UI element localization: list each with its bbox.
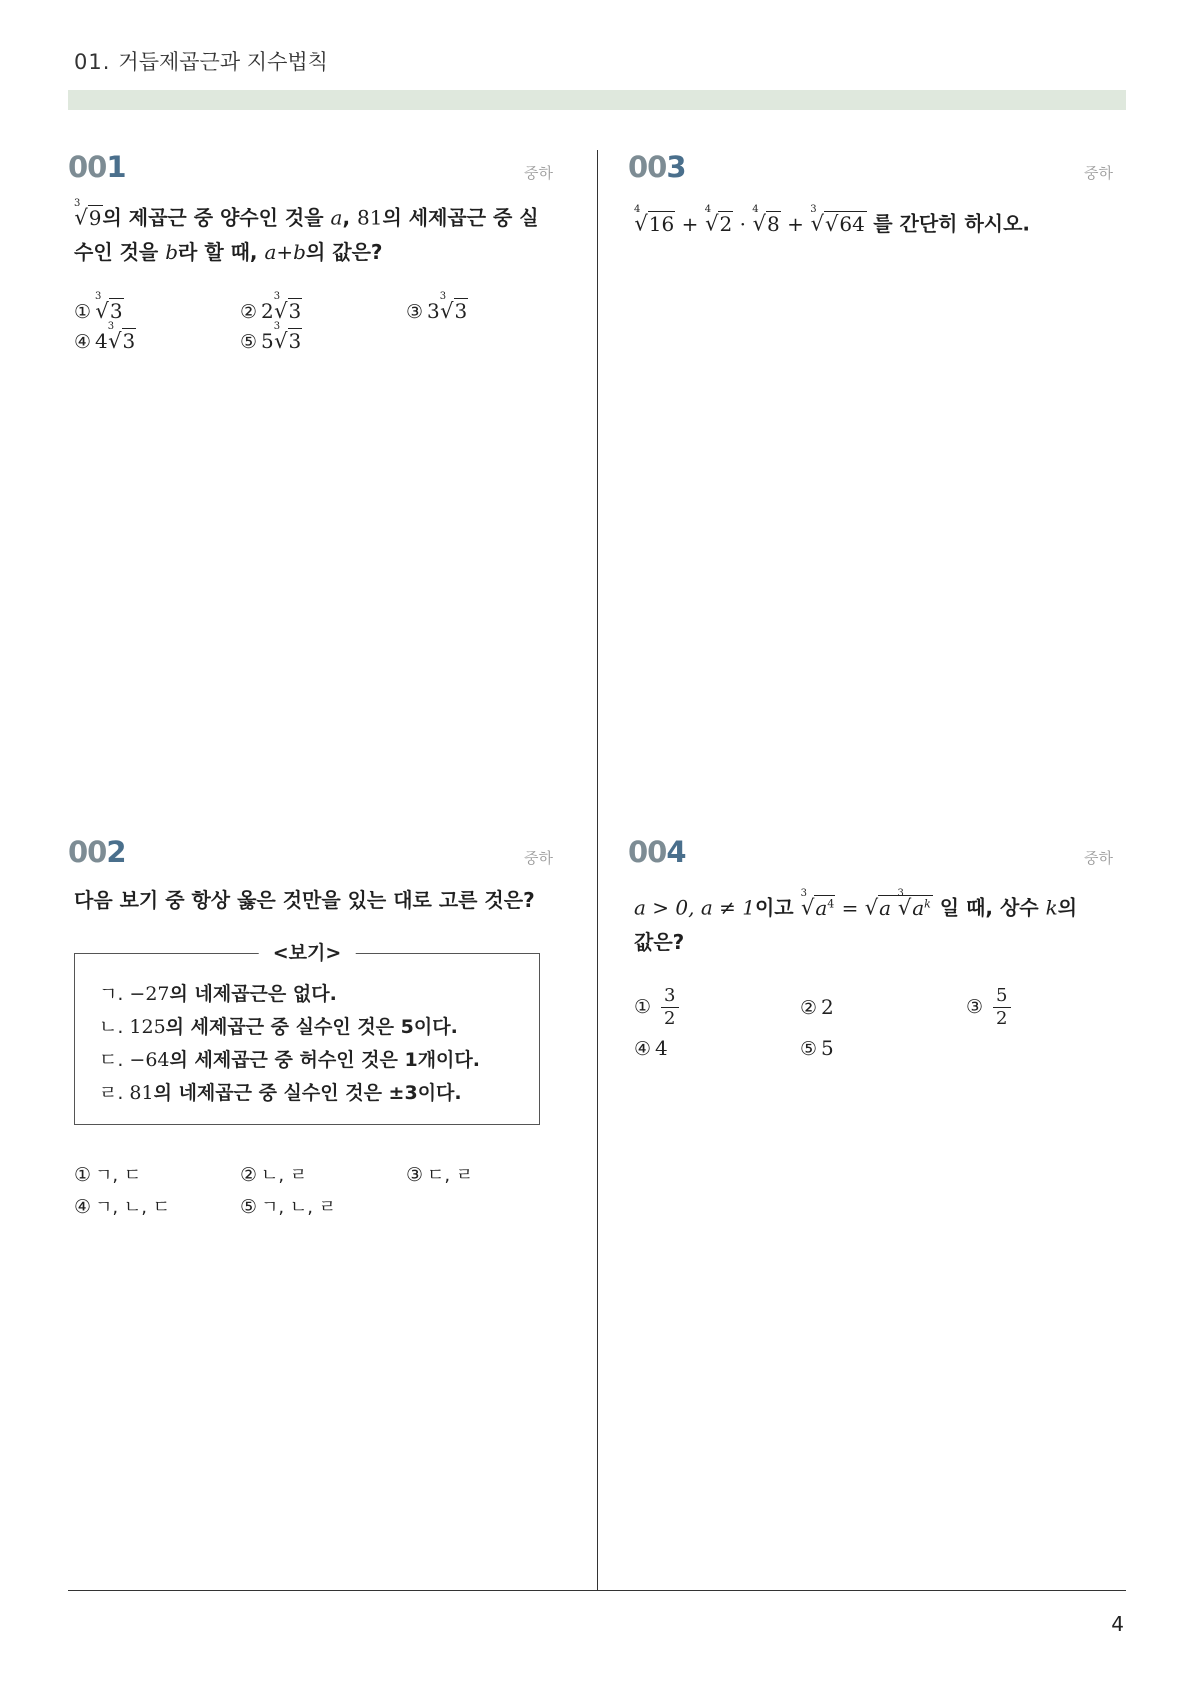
choice-1[interactable]: ① $\frac{3}{2}$ xyxy=(634,985,800,1030)
chapter-title: 거듭제곱근과 지수법칙 xyxy=(118,50,328,74)
header-band xyxy=(68,90,1126,110)
chapter-number: 01. xyxy=(74,50,111,74)
answer-choices xyxy=(68,291,553,353)
answer-choices xyxy=(628,985,1113,1060)
choice-2[interactable]: ② 2 xyxy=(800,995,834,1020)
choice-2[interactable]: ② $2^3√3$ xyxy=(240,291,302,323)
bogi-item: ㄴ. 125의 세제곱근 중 실수인 것은 5이다. xyxy=(99,1016,458,1038)
problem-stem: 다음 보기 중 항상 옳은 것만을 있는 대로 고른 것은? xyxy=(74,888,535,912)
footer-rule xyxy=(68,1590,1126,1591)
choice-3[interactable]: ③ $\frac{5}{2}$ xyxy=(966,985,1126,1030)
problem-number: 003 xyxy=(628,150,686,184)
problem-004 xyxy=(628,835,1113,1060)
difficulty-label: 중하 xyxy=(524,164,553,182)
choice-1[interactable]: ①$^3$√3 xyxy=(74,291,123,323)
problem-stem: $^3$√9의 제곱근 중 양수인 것을 a, 81의 세제곱근 중 실수인 것을 b라 할 때, a+b의 값은? xyxy=(74,198,539,264)
choice-5[interactable]: ⑤ ㄱ, ㄴ, ㄹ xyxy=(240,1196,337,1218)
problem-001 xyxy=(68,150,553,353)
bogi-item: ㄹ. 81의 네제곱근 중 실수인 것은 ±3이다. xyxy=(99,1082,462,1104)
choice-2[interactable]: ② ㄴ, ㄹ xyxy=(240,1164,308,1186)
problem-002 xyxy=(68,835,553,1219)
bogi-item: ㄷ. −64의 세제곱근 중 허수인 것은 1개이다. xyxy=(99,1049,480,1071)
problem-003 xyxy=(628,150,1113,241)
problem-stem: a > 0, a ≠ 1이고 $^3√a^4 = √a$ $^3√a^k$ 일 때, 상수 k의 값은? xyxy=(634,888,1078,954)
choice-3[interactable]: ③ $3^3√3$ xyxy=(406,291,468,323)
bogi-box xyxy=(74,942,540,1125)
problem-stem: $^4$√16 + $^4$√2 · $^4$√8 + $^3$√√64 를 간단히 하시오. xyxy=(634,204,1030,236)
difficulty-label: 중하 xyxy=(1084,164,1113,182)
bogi-title: <보기> xyxy=(259,938,356,965)
bogi-item: ㄱ. −27의 네제곱근은 없다. xyxy=(99,983,337,1005)
choice-4[interactable]: ④ ㄱ, ㄴ, ㄷ xyxy=(74,1196,171,1218)
problem-number: 004 xyxy=(628,835,686,869)
choice-4[interactable]: ④ $4^3√3$ xyxy=(74,321,136,353)
choice-5[interactable]: ⑤ $5^3√3$ xyxy=(240,321,302,353)
answer-choices xyxy=(68,1161,553,1219)
choice-5[interactable]: ⑤ 5 xyxy=(800,1035,834,1060)
difficulty-label: 중하 xyxy=(1084,849,1113,867)
problem-number: 002 xyxy=(68,835,126,869)
problem-number: 001 xyxy=(68,150,126,184)
choice-3[interactable]: ③ ㄷ, ㄹ xyxy=(406,1164,474,1186)
page-number: 4 xyxy=(1111,1612,1124,1636)
choice-1[interactable]: ① ㄱ, ㄷ xyxy=(74,1164,142,1186)
difficulty-label: 중하 xyxy=(524,849,553,867)
cube-root-9: $^3$√9 xyxy=(74,198,102,230)
column-divider xyxy=(597,150,598,1590)
choice-4[interactable]: ④ 4 xyxy=(634,1035,668,1060)
chapter-heading xyxy=(74,46,328,76)
